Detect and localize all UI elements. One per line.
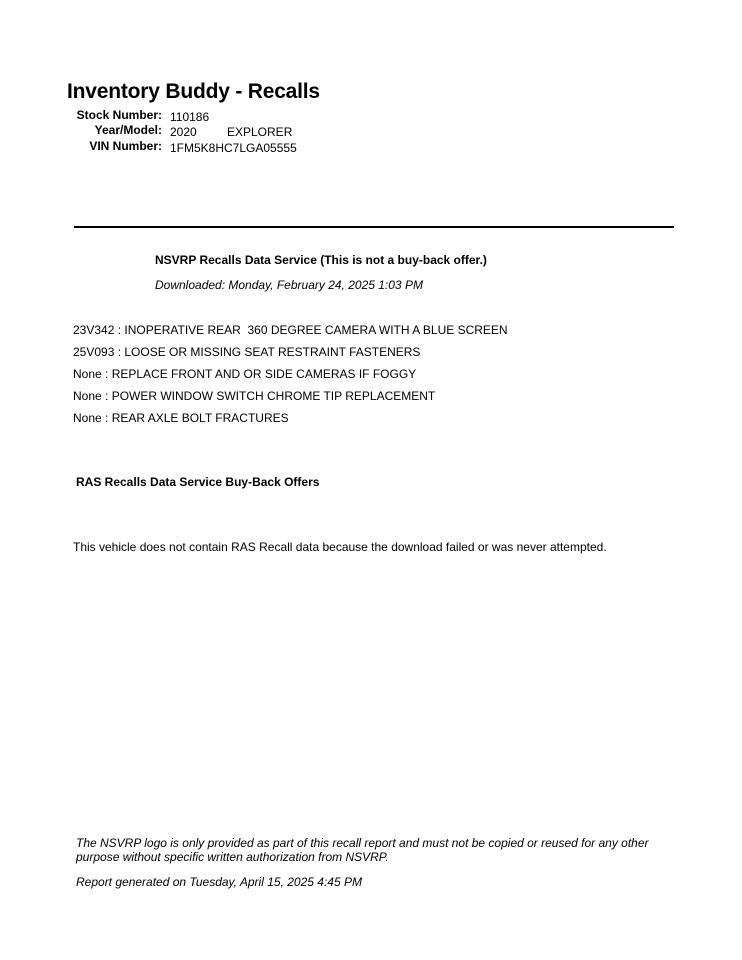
vin-number-value: 1FM5K8HC7LGA05555 bbox=[170, 141, 297, 155]
recall-item: 23V342 : INOPERATIVE REAR 360 DEGREE CAMERA WITH A BLUE SCREEN bbox=[73, 323, 508, 337]
recall-item: None : POWER WINDOW SWITCH CHROME TIP REPLACEMENT bbox=[73, 389, 436, 403]
recall-list bbox=[73, 323, 508, 433]
model-value: EXPLORER bbox=[227, 125, 293, 139]
year-value: 2020 bbox=[170, 125, 197, 139]
downloaded-timestamp: Downloaded: Monday, February 24, 2025 1:03 PM bbox=[155, 278, 423, 292]
page-title: Inventory Buddy - Recalls bbox=[67, 80, 320, 103]
stock-number-label: Stock Number: bbox=[76, 108, 162, 122]
recall-item: None : REAR AXLE BOLT FRACTURES bbox=[73, 411, 289, 425]
stock-number-value: 110186 bbox=[170, 110, 210, 124]
vin-number-label: VIN Number: bbox=[89, 139, 162, 153]
section-divider bbox=[74, 226, 674, 228]
report-generated-timestamp: Report generated on Tuesday, April 15, 2025 4:45 PM bbox=[76, 875, 362, 889]
logo-disclaimer: The NSVRP logo is only provided as part of this recall report and must not be copied or reused for any other purpose without specific written authorization from NSVRP. bbox=[76, 836, 649, 864]
recall-item: None : REPLACE FRONT AND OR SIDE CAMERAS IF FOGGY bbox=[73, 367, 417, 381]
recall-item: 25V093 : LOOSE OR MISSING SEAT RESTRAINT FASTENERS bbox=[73, 345, 421, 359]
nsvrp-heading: NSVRP Recalls Data Service (This is not a buy-back offer.) bbox=[155, 253, 487, 267]
ras-heading: RAS Recalls Data Service Buy-Back Offers bbox=[76, 475, 320, 489]
year-model-label: Year/Model: bbox=[94, 123, 162, 137]
ras-message: This vehicle does not contain RAS Recall data because the download failed or was never attempted. bbox=[73, 540, 607, 554]
